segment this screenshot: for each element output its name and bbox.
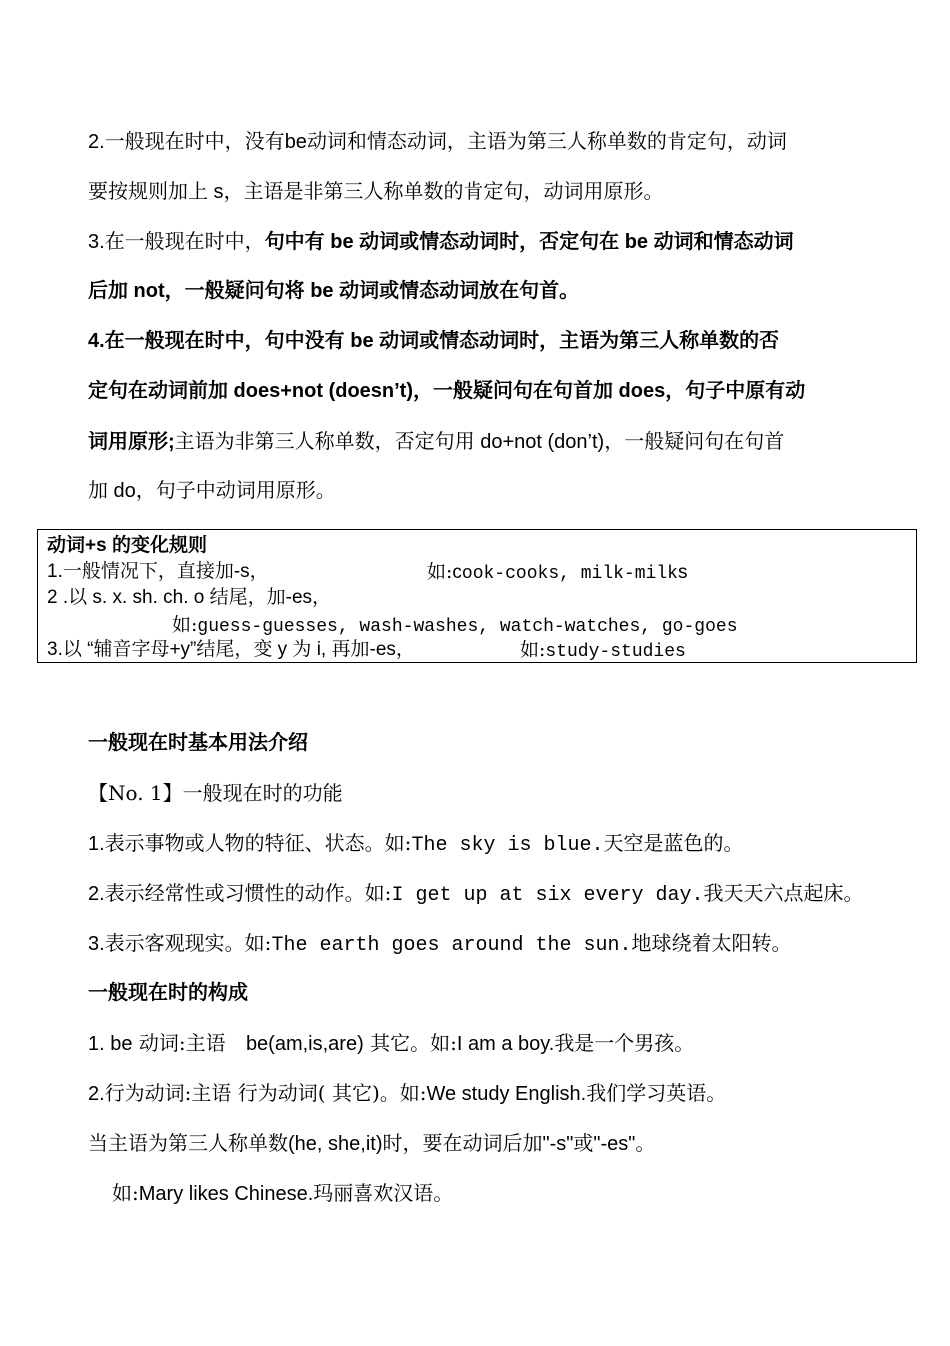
para3-line1 bbox=[88, 228, 794, 255]
rule-2: 2 .以 s. x. sh. ch. o 结尾，加-es， bbox=[47, 587, 332, 608]
text-segment: 表示经常性或习惯性的动作。如: bbox=[104, 881, 392, 905]
section1-item3 bbox=[88, 930, 792, 959]
item-number: 2. bbox=[88, 1083, 105, 1105]
section1-item2 bbox=[88, 880, 864, 909]
section2-item2 bbox=[88, 1080, 726, 1107]
para4-line1: 4.在一般现在时中，句中没有 be 动词或情态动词时，主语为第三人称单数的否 bbox=[88, 330, 780, 352]
text-segment: I get up at six every day. bbox=[391, 884, 704, 907]
para2-line1 bbox=[88, 128, 787, 155]
text-segment: 天空是蓝色的。 bbox=[603, 831, 744, 855]
section2-heading: 一般现在时的构成 bbox=[88, 982, 248, 1004]
text-segment: 我们学习英语。 bbox=[586, 1081, 727, 1105]
text-segment: study-studies bbox=[545, 642, 686, 662]
example-prefix: 如: bbox=[427, 561, 453, 583]
text-segment: 表示事物或人物的特征、状态。如: bbox=[104, 831, 412, 855]
example-prefix: 如: bbox=[172, 614, 198, 636]
item-number: 1. bbox=[88, 833, 105, 855]
rule-text: 1.一般情况下，直接加-s， bbox=[47, 561, 269, 582]
rules-title: 动词+s 的变化规则 bbox=[47, 535, 207, 556]
text-segment: 在一般现在时中， bbox=[104, 229, 265, 253]
rule-3 bbox=[47, 638, 686, 662]
rule-text: 3.以 “辅音字母+y”结尾，变 y 为 i, 再加-es， bbox=[47, 639, 415, 660]
para2-line2 bbox=[88, 178, 664, 205]
example-prefix: 如: bbox=[520, 639, 546, 661]
item-number: 3. bbox=[88, 933, 105, 955]
text-segment: ook-cooks, milk-milk bbox=[461, 564, 678, 584]
text-segment: c bbox=[452, 562, 462, 583]
rule-1-example bbox=[427, 560, 687, 586]
text-segment: s bbox=[208, 181, 224, 203]
text-segment: be bbox=[284, 131, 307, 153]
text-segment: 要按规则加上 bbox=[88, 179, 208, 203]
text-segment: 其它。如: bbox=[363, 1031, 457, 1055]
para4-line3 bbox=[88, 428, 784, 455]
section2-example bbox=[112, 1180, 453, 1207]
text-segment: 如: bbox=[112, 1181, 139, 1205]
text-segment: 行为动词:主语 行为动词( 其它)。如: bbox=[104, 1081, 427, 1105]
para3-number: 3. bbox=[88, 231, 105, 253]
text-segment: 动词:主语 bbox=[132, 1031, 232, 1055]
text-segment: 地球绕着太阳转。 bbox=[631, 931, 792, 955]
rule-3-example bbox=[520, 638, 686, 664]
text-segment: (he, she,it) bbox=[288, 1133, 383, 1155]
text-segment: I am a boy. bbox=[456, 1033, 555, 1055]
para2-number: 2. bbox=[88, 131, 105, 153]
text-segment: "-es" bbox=[593, 1133, 636, 1155]
text-segment: The sky is blue. bbox=[411, 834, 604, 857]
text-segment: 词用原形; bbox=[88, 431, 175, 453]
text-segment: 一般现在时中，没有 bbox=[104, 129, 285, 153]
section1-subheading: 【No. 1】一般现在时的功能 bbox=[88, 781, 343, 805]
text-segment: We study English. bbox=[426, 1083, 587, 1105]
para4-line2: 定句在动词前加 does+not (doesn’t)，一般疑问句在句首加 does，句子中原有动 bbox=[88, 380, 806, 402]
para4-line4: 加 do，句子中动词用原形。 bbox=[88, 480, 336, 502]
rule-2-example bbox=[172, 613, 738, 639]
text-segment: 动词和情态动词，主语为第三人称单数的肯定句，动词 bbox=[306, 129, 787, 153]
rule-1 bbox=[47, 560, 688, 584]
text-segment: ，主语是非第三人称单数的肯定句，动词用原形。 bbox=[223, 179, 664, 203]
section1-item1 bbox=[88, 830, 743, 859]
text-segment: 表示客观现实。如: bbox=[104, 931, 272, 955]
text-segment: 或 bbox=[573, 1131, 594, 1155]
text-segment: The earth goes around the sun. bbox=[271, 934, 632, 957]
text-segment: 句中有 be 动词或情态动词时，否定句在 be 动词和情态动词 bbox=[264, 231, 794, 253]
section2-item1 bbox=[88, 1030, 694, 1057]
text-segment: guess-guesses, wash-washes, watch-watches, go-goes bbox=[197, 617, 738, 637]
para3-line2: 后加 not，一般疑问句将 be 动词或情态动词放在句首。 bbox=[88, 280, 580, 302]
section2-note bbox=[88, 1130, 655, 1157]
section1-heading: 一般现在时基本用法介绍 bbox=[88, 732, 308, 754]
text-segment: 我天天六点起床。 bbox=[703, 881, 864, 905]
text-segment: Mary likes Chinese. bbox=[138, 1183, 314, 1205]
text-segment: 当主语为第三人称单数 bbox=[88, 1131, 288, 1155]
text-segment: s bbox=[677, 562, 688, 583]
text-segment: 我是一个男孩。 bbox=[554, 1031, 695, 1055]
item-number: 2. bbox=[88, 883, 105, 905]
text-segment: 。 bbox=[635, 1131, 656, 1155]
text-segment: be(am,is,are) bbox=[245, 1033, 364, 1055]
item-number: 1. be bbox=[88, 1033, 133, 1055]
text-segment: 时，要在动词后加 bbox=[382, 1131, 543, 1155]
text-segment: "-s" bbox=[542, 1133, 574, 1155]
text-segment: 主语为非第三人称单数，否定句用 do+not (don’t)，一般疑问句在句首 bbox=[174, 431, 785, 453]
text-segment: 玛丽喜欢汉语。 bbox=[313, 1181, 454, 1205]
rules-box bbox=[37, 529, 917, 663]
